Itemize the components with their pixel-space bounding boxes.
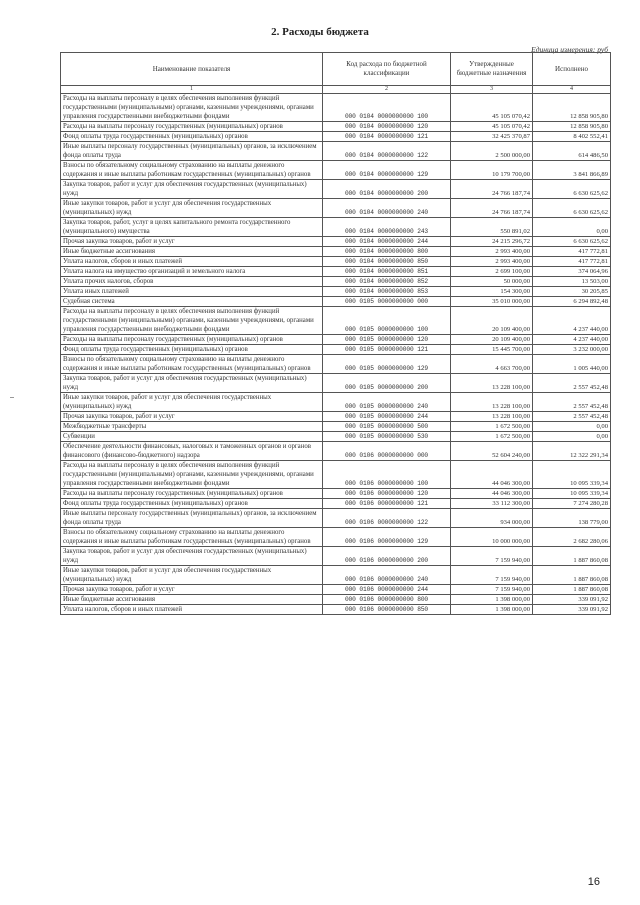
- row-code: 000 0104 0000000000 200: [323, 180, 451, 199]
- row-code: 000 0104 0000000000 852: [323, 277, 451, 287]
- row-approved: 45 105 070,42: [451, 94, 533, 122]
- row-approved: 2 993 400,00: [451, 247, 533, 257]
- row-approved: 7 159 940,00: [451, 547, 533, 566]
- row-name: Взносы по обязательному социальному страхованию на выплаты денежного содержания и иные выплаты работникам государственных (муниципальных) органов: [61, 528, 323, 547]
- row-name: Расходы на выплаты персоналу государственных (муниципальных) органов: [61, 335, 323, 345]
- table-row: [61, 345, 611, 355]
- table-row: [61, 161, 611, 180]
- row-name: Иные закупки товаров, работ и услуг для обеспечения государственных (муниципальных) нужд: [61, 199, 323, 218]
- header-executed: Исполнено: [533, 53, 611, 86]
- row-code: 000 0106 0000000000 240: [323, 566, 451, 585]
- table-row: [61, 489, 611, 499]
- row-code: 000 0106 0000000000 800: [323, 595, 451, 605]
- row-code: 000 0106 0000000000 244: [323, 585, 451, 595]
- table-row: [61, 499, 611, 509]
- header-approved: Утвержденные бюджетные назначения: [451, 53, 533, 86]
- row-code: 000 0105 0000000000 530: [323, 432, 451, 442]
- row-executed: 374 064,96: [533, 267, 611, 277]
- row-code: 000 0106 0000000000 000: [323, 442, 451, 461]
- row-name: Уплата иных платежей: [61, 287, 323, 297]
- row-approved: 32 425 370,87: [451, 132, 533, 142]
- row-code: 000 0104 0000000000 800: [323, 247, 451, 257]
- row-name: Уплата прочих налогов, сборов: [61, 277, 323, 287]
- row-name: Иные бюджетные ассигнования: [61, 247, 323, 257]
- row-name: Уплата налогов, сборов и иных платежей: [61, 257, 323, 267]
- table-row: [61, 247, 611, 257]
- row-code: 000 0104 0000000000 120: [323, 122, 451, 132]
- row-approved: 35 010 000,00: [451, 297, 533, 307]
- column-number-row: [61, 86, 611, 94]
- row-code: 000 0105 0000000000 121: [323, 345, 451, 355]
- row-executed: 417 772,81: [533, 257, 611, 267]
- row-executed: 10 095 339,34: [533, 461, 611, 489]
- row-approved: 44 046 300,00: [451, 489, 533, 499]
- table-row: [61, 566, 611, 585]
- row-code: 000 0106 0000000000 129: [323, 528, 451, 547]
- row-approved: 50 000,00: [451, 277, 533, 287]
- row-code: 000 0104 0000000000 129: [323, 161, 451, 180]
- table-header-row: [61, 53, 611, 86]
- table-row: [61, 355, 611, 374]
- row-code: 000 0104 0000000000 850: [323, 257, 451, 267]
- row-executed: 339 091,92: [533, 605, 611, 615]
- row-executed: 12 322 291,34: [533, 442, 611, 461]
- column-number: 4: [533, 86, 611, 94]
- row-approved: 4 663 700,00: [451, 355, 533, 374]
- row-executed: 6 630 625,62: [533, 199, 611, 218]
- row-code: 000 0106 0000000000 120: [323, 489, 451, 499]
- row-executed: 4 237 440,00: [533, 307, 611, 335]
- table-row: [61, 94, 611, 122]
- row-name: Судебная система: [61, 297, 323, 307]
- row-executed: 1 887 860,08: [533, 566, 611, 585]
- row-name: Уплата налога на имущество организаций и земельного налога: [61, 267, 323, 277]
- row-approved: 1 672 500,00: [451, 432, 533, 442]
- row-approved: 7 159 940,00: [451, 585, 533, 595]
- row-executed: 0,00: [533, 432, 611, 442]
- table-row: [61, 585, 611, 595]
- table-row: [61, 412, 611, 422]
- row-approved: 10 000 000,00: [451, 528, 533, 547]
- row-code: 000 0104 0000000000 100: [323, 94, 451, 122]
- row-approved: 44 046 300,00: [451, 461, 533, 489]
- row-code: 000 0104 0000000000 244: [323, 237, 451, 247]
- column-number: 2: [323, 86, 451, 94]
- table-row: [61, 432, 611, 442]
- table-row: [61, 237, 611, 247]
- row-approved: 33 112 300,00: [451, 499, 533, 509]
- page-title: 2. Расходы бюджета: [271, 26, 369, 38]
- expenses-table: [60, 52, 611, 615]
- row-executed: 2 557 452,48: [533, 393, 611, 412]
- row-executed: 138 779,00: [533, 509, 611, 528]
- row-approved: 20 109 400,00: [451, 335, 533, 345]
- row-name: Обеспечение деятельности финансовых, налоговых и таможенных органов и органов финансового (финансово-бюджетного) надзора: [61, 442, 323, 461]
- row-name: Взносы по обязательному социальному страхованию на выплаты денежного содержания и иные выплаты работникам государственных (муниципальных) органов: [61, 355, 323, 374]
- column-number: 3: [451, 86, 533, 94]
- row-approved: 2 500 000,00: [451, 142, 533, 161]
- row-executed: 8 402 552,41: [533, 132, 611, 142]
- row-executed: 1 005 440,00: [533, 355, 611, 374]
- row-approved: 13 228 100,00: [451, 393, 533, 412]
- row-name: Иные закупки товаров, работ и услуг для обеспечения государственных (муниципальных) нужд: [61, 566, 323, 585]
- row-approved: 7 159 940,00: [451, 566, 533, 585]
- row-approved: 13 228 100,00: [451, 374, 533, 393]
- row-name: Расходы на выплаты персоналу в целях обеспечения выполнения функций государственными (муниципальными) органами, казенными учреждениями, органами управления государственными внебюджетными фондами: [61, 461, 323, 489]
- row-executed: 4 237 440,00: [533, 335, 611, 345]
- row-name: Фонд оплаты труда государственных (муниципальных) органов: [61, 345, 323, 355]
- row-code: 000 0106 0000000000 200: [323, 547, 451, 566]
- table-row: [61, 374, 611, 393]
- row-approved: 13 228 100,00: [451, 412, 533, 422]
- row-executed: 0,00: [533, 422, 611, 432]
- table-row: [61, 142, 611, 161]
- row-executed: 6 294 892,48: [533, 297, 611, 307]
- row-executed: 2 682 280,06: [533, 528, 611, 547]
- row-executed: 6 630 625,62: [533, 237, 611, 247]
- row-approved: 10 179 700,00: [451, 161, 533, 180]
- table-row: [61, 605, 611, 615]
- table-row: [61, 122, 611, 132]
- row-approved: 2 699 100,00: [451, 267, 533, 277]
- row-name: Закупка товаров, работ и услуг для обеспечения государственных (муниципальных) нужд: [61, 374, 323, 393]
- row-code: 000 0105 0000000000 000: [323, 297, 451, 307]
- row-name: Закупка товаров, работ и услуг для обеспечения государственных (муниципальных) нужд: [61, 180, 323, 199]
- row-code: 000 0105 0000000000 240: [323, 393, 451, 412]
- row-name: Иные выплаты персоналу государственных (муниципальных) органов, за исключением фонда оплаты труда: [61, 509, 323, 528]
- row-executed: 13 503,00: [533, 277, 611, 287]
- row-name: Расходы на выплаты персоналу государственных (муниципальных) органов: [61, 489, 323, 499]
- row-code: 000 0105 0000000000 120: [323, 335, 451, 345]
- table-row: [61, 442, 611, 461]
- row-executed: 12 858 905,80: [533, 94, 611, 122]
- row-approved: 20 109 400,00: [451, 307, 533, 335]
- row-executed: 417 772,81: [533, 247, 611, 257]
- row-code: 000 0104 0000000000 240: [323, 199, 451, 218]
- table-row: [61, 595, 611, 605]
- row-name: Расходы на выплаты персоналу в целях обеспечения выполнения функций государственными (муниципальными) органами, казенными учреждениями, органами управления государственными внебюджетными фондами: [61, 94, 323, 122]
- table-row: [61, 509, 611, 528]
- row-executed: 614 486,50: [533, 142, 611, 161]
- table-row: [61, 267, 611, 277]
- row-name: Фонд оплаты труда государственных (муниципальных) органов: [61, 132, 323, 142]
- table-row: [61, 422, 611, 432]
- row-approved: 1 398 000,00: [451, 595, 533, 605]
- row-executed: 7 274 280,28: [533, 499, 611, 509]
- row-executed: 339 091,92: [533, 595, 611, 605]
- row-approved: 550 891,02: [451, 218, 533, 237]
- table-row: [61, 287, 611, 297]
- row-name: Расходы на выплаты персоналу в целях обеспечения выполнения функций государственными (муниципальными) органами, казенными учреждениями, органами управления государственными внебюджетными фондами: [61, 307, 323, 335]
- table-row: [61, 307, 611, 335]
- table-row: [61, 180, 611, 199]
- row-approved: 1 398 000,00: [451, 605, 533, 615]
- row-approved: 24 215 296,72: [451, 237, 533, 247]
- row-executed: 3 232 000,00: [533, 345, 611, 355]
- row-approved: 52 604 240,00: [451, 442, 533, 461]
- row-name: Уплата налогов, сборов и иных платежей: [61, 605, 323, 615]
- row-executed: 1 887 860,08: [533, 547, 611, 566]
- row-code: 000 0106 0000000000 850: [323, 605, 451, 615]
- header-name: Наименование показателя: [61, 53, 323, 86]
- row-code: 000 0104 0000000000 243: [323, 218, 451, 237]
- table-row: [61, 218, 611, 237]
- row-approved: 1 672 500,00: [451, 422, 533, 432]
- column-number: 1: [61, 86, 323, 94]
- table-row: [61, 257, 611, 267]
- row-name: Субвенции: [61, 432, 323, 442]
- page-number: 16: [587, 876, 600, 888]
- row-approved: 2 993 400,00: [451, 257, 533, 267]
- row-executed: 12 858 905,80: [533, 122, 611, 132]
- row-executed: 1 887 860,08: [533, 585, 611, 595]
- row-approved: 24 766 187,74: [451, 180, 533, 199]
- row-code: 000 0106 0000000000 100: [323, 461, 451, 489]
- row-executed: 2 557 452,48: [533, 412, 611, 422]
- row-code: 000 0104 0000000000 851: [323, 267, 451, 277]
- row-approved: 24 766 187,74: [451, 199, 533, 218]
- header-code: Код расхода по бюджетной классификации: [323, 53, 451, 86]
- row-name: Взносы по обязательному социальному страхованию на выплаты денежного содержания и иные выплаты работникам государственных (муниципальных) органов: [61, 161, 323, 180]
- row-code: 000 0105 0000000000 500: [323, 422, 451, 432]
- table-row: [61, 199, 611, 218]
- row-code: 000 0106 0000000000 122: [323, 509, 451, 528]
- row-name: Прочая закупка товаров, работ и услуг: [61, 412, 323, 422]
- row-code: 000 0104 0000000000 853: [323, 287, 451, 297]
- row-name: Прочая закупка товаров, работ и услуг: [61, 237, 323, 247]
- row-approved: 45 105 070,42: [451, 122, 533, 132]
- row-executed: 3 841 866,89: [533, 161, 611, 180]
- row-executed: 10 095 339,34: [533, 489, 611, 499]
- table-row: [61, 547, 611, 566]
- table-row: [61, 297, 611, 307]
- row-code: 000 0104 0000000000 121: [323, 132, 451, 142]
- row-code: 000 0105 0000000000 200: [323, 374, 451, 393]
- row-executed: 0,00: [533, 218, 611, 237]
- row-executed: 2 557 452,48: [533, 374, 611, 393]
- table-row: [61, 528, 611, 547]
- table-row: [61, 393, 611, 412]
- row-approved: 934 000,00: [451, 509, 533, 528]
- row-name: Межбюджетные трансферты: [61, 422, 323, 432]
- margin-mark: [10, 397, 14, 398]
- row-name: Иные выплаты персоналу государственных (муниципальных) органов, за исключением фонда оплаты труда: [61, 142, 323, 161]
- row-code: 000 0106 0000000000 121: [323, 499, 451, 509]
- row-name: Закупка товаров, работ, услуг в целях капитального ремонта государственного (муниципального) имущества: [61, 218, 323, 237]
- row-approved: 15 445 700,00: [451, 345, 533, 355]
- row-name: Прочая закупка товаров, работ и услуг: [61, 585, 323, 595]
- row-code: 000 0105 0000000000 244: [323, 412, 451, 422]
- row-name: Расходы на выплаты персоналу государственных (муниципальных) органов: [61, 122, 323, 132]
- row-code: 000 0105 0000000000 129: [323, 355, 451, 374]
- row-executed: 30 205,85: [533, 287, 611, 297]
- table-row: [61, 461, 611, 489]
- row-approved: 154 300,00: [451, 287, 533, 297]
- table-row: [61, 335, 611, 345]
- table-row: [61, 132, 611, 142]
- row-code: 000 0104 0000000000 122: [323, 142, 451, 161]
- row-name: Закупка товаров, работ и услуг для обеспечения государственных (муниципальных) нужд: [61, 547, 323, 566]
- row-name: Иные закупки товаров, работ и услуг для обеспечения государственных (муниципальных) нужд: [61, 393, 323, 412]
- row-name: Иные бюджетные ассигнования: [61, 595, 323, 605]
- row-name: Фонд оплаты труда государственных (муниципальных) органов: [61, 499, 323, 509]
- units-note: Единица измерения: руб: [531, 45, 608, 54]
- table-row: [61, 277, 611, 287]
- row-executed: 6 630 625,62: [533, 180, 611, 199]
- row-code: 000 0105 0000000000 100: [323, 307, 451, 335]
